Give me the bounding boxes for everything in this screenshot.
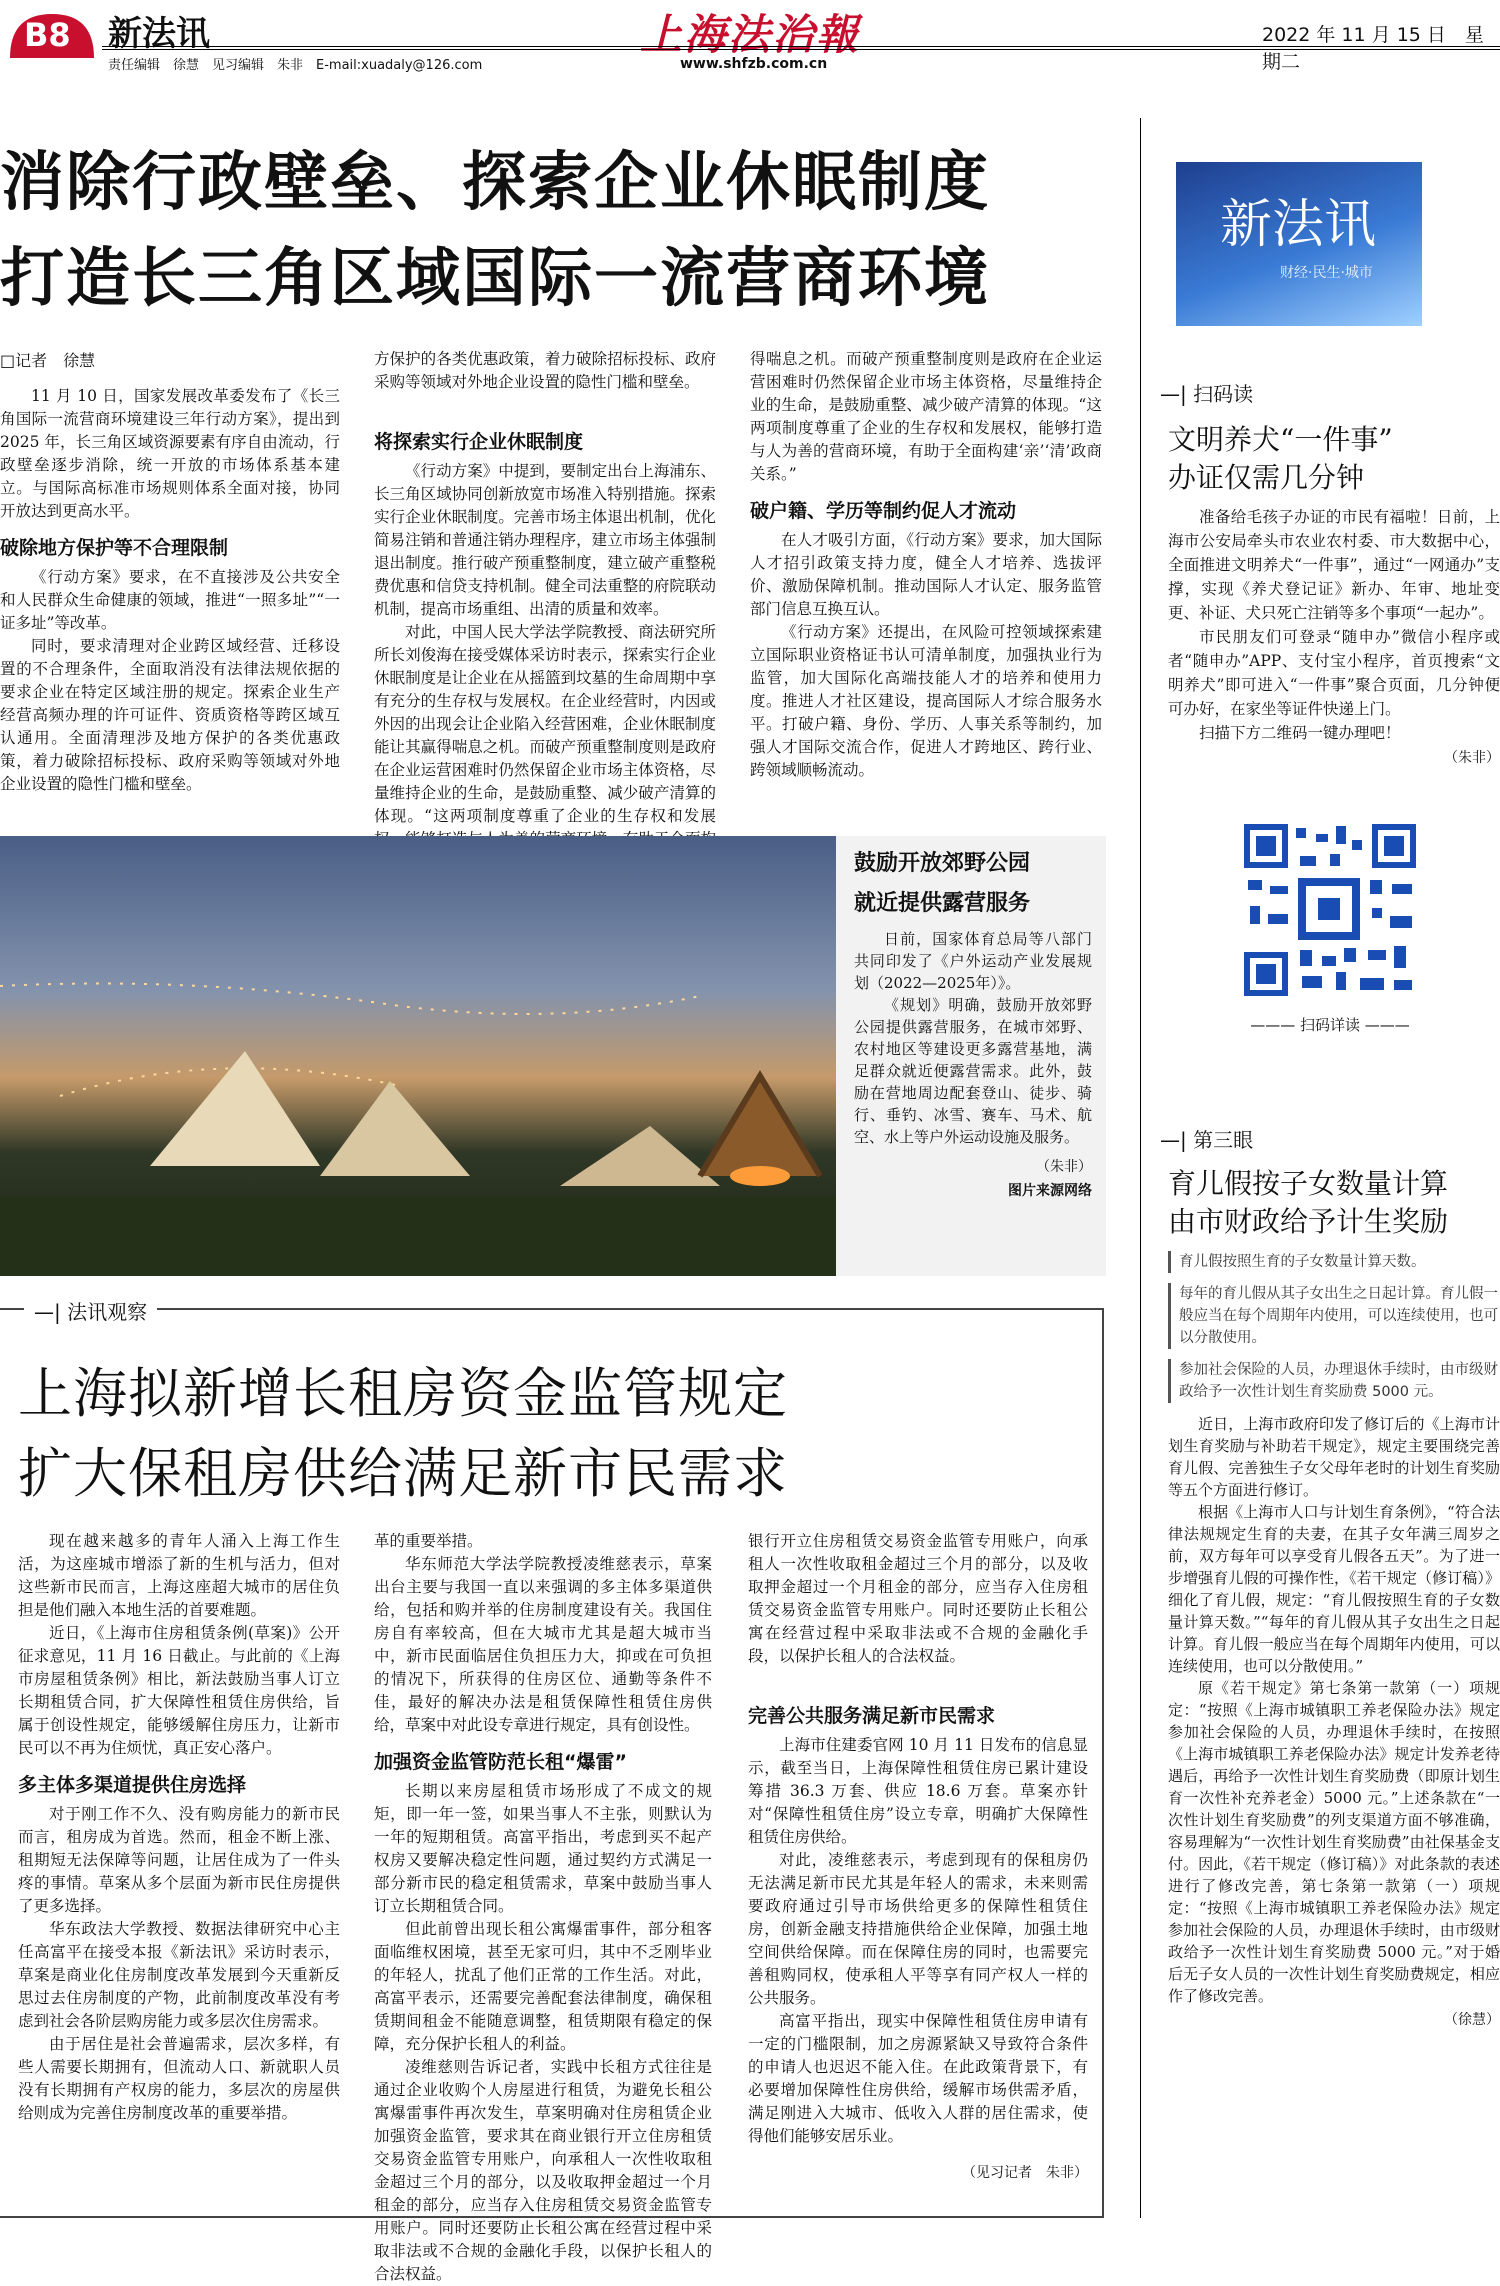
paragraph: 日前，国家体育总局等八部门共同印发了《户外运动产业发展规划（2022—2025年）》。 bbox=[854, 930, 1092, 992]
subheading: 加强资金监管防范长租“爆雷” bbox=[374, 1751, 627, 1773]
paragraph: 对此，中国人民大学法学院教授、商法研究所所长刘俊海在接受媒体采访时表示，探索实行企业休眠制度是让企业在从摇篮到坟墓的生命周期中享有充分的生存权与发展权。在企业经营时，内因或外因的出现会让企业陷入经营困难，企业休眠制度能让其赢得喘息之机。而破产预重整制度则是政府在企业运营困难时仍然保留企业市场主体资格，尽量维持企业的生命，是鼓励重整、减少破产清算的体现。“这两项制度尊重了企业的生存权和发展 bbox=[374, 623, 716, 825]
key-point-note: 育儿假按照生育的子女数量计算天数。 bbox=[1168, 1251, 1500, 1273]
article2-headline2: 扩大保租房供给满足新市民需求 bbox=[18, 1442, 788, 1505]
paragraph: 上海市住建委官网 10 月 11 日发布的信息显示，截至当日，上海保障性租赁住房已累计建设筹措 36.3 万套、供应 18.6 万套。草案亦针对“保障性租赁住房”设立专章，明确扩大保障性租赁住房供给。 bbox=[748, 1736, 1088, 1846]
paragraph: 方保护的各类优惠政策，着力破除招标投标、政府采购等领域对外地企业设置的隐性门槛和壁垒。 bbox=[374, 350, 716, 391]
section-tag-label: 法讯观察 bbox=[67, 1300, 148, 1324]
logo-subtitle: 财经·民生·城市 bbox=[1280, 265, 1373, 281]
article2-col3 bbox=[748, 1530, 1088, 2182]
paragraph: 根据《上海市人口与计划生育条例》，“符合法律法规规定生育的夫妻，在其子女年满三周岁之前，双方每年可以享受育儿假各五天”。为了进一步增强育儿假的可操作性，《若干规定（修订稿）》细化了育儿假，规定：“育儿假按照生育的子女数量计算天数。”“每年的育儿假从其子女出生之日起计算。育儿假一般应当在每个周期年内使用，可以连续使用，也可以分散使用。” bbox=[1168, 1503, 1500, 1675]
key-point-note: 每年的育儿假从其子女出生之日起计算。育儿假一般应当在每个周期年内使用，可以连续使用，也可以分散使用。 bbox=[1168, 1283, 1500, 1349]
paragraph: 但此前曾出现长租公寓爆雷事件，部分租客面临维权困境，甚至无家可归，其中不乏刚毕业的年轻人，扰乱了他们正常的工作生活。对此，高富平表示，还需要完善配套法律制度，确保租赁期间租金不能随意调整，租赁期限有稳定的保障，充分保护长租人的利益。 bbox=[374, 1920, 712, 2053]
qr-caption-label: 扫码详读 bbox=[1299, 1016, 1360, 1034]
paragraph: 近日，《上海市住房租赁条例(草案)》公开征求意见，11 月 16 日截止。与此前的《上海市房屋租赁条例》相比，新法鼓励当事人订立长期租赁合同，扩大保障性租赁住房供给，旨属于创设性规定，能够缓解住房压力，让新市民可以不再为住烦忧，真正安心落户。 bbox=[18, 1624, 340, 1757]
column-divider bbox=[1140, 118, 1141, 2218]
section-tag bbox=[1160, 1124, 1500, 1153]
article2-col1 bbox=[18, 1530, 340, 2125]
scan-title1: 文明养犬“一件事” bbox=[1168, 423, 1393, 456]
article2-author: （见习记者 朱非） bbox=[962, 2165, 1088, 2181]
subheading: 破除地方保护等不合理限制 bbox=[0, 537, 229, 559]
issue-date: 2022 年 11 月 15 日 星期二 bbox=[1262, 24, 1484, 73]
eye-title2: 由市财政给予计生奖励 bbox=[1168, 1205, 1449, 1238]
eye-title1: 育儿假按子女数量计算 bbox=[1168, 1167, 1449, 1200]
paragraph: 对此，凌维慈表示，考虑到现有的保租房仍无法满足新市民尤其是年轻人的需求，未来则需要政府通过引导市场供给更多的保障性租赁住房，创新金融支持措施供给企业保障，加强土地空间供给保障。而在保障住房的同时，也需要完善租购同权，使承租人平等享有同产权人一样的公共服务。 bbox=[748, 1851, 1088, 2007]
key-point-note: 参加社会保险的人员，办理退休手续时，由市级财政给予一次性计划生育奖励费 5000 元。 bbox=[1168, 1359, 1500, 1403]
article1-col2 bbox=[374, 348, 716, 828]
paragraph: 扫描下方二维码一键办理吧！ bbox=[1199, 724, 1401, 742]
qr-caption bbox=[1230, 1014, 1430, 1035]
site-url: www.shfzb.com.cn bbox=[680, 56, 828, 72]
paragraph: 准备给毛孩子办证的市民有福啦！日前，上海市公安局牵头市农业农村委、市大数据中心，全面推进文明养犬“一件事”，通过“一网通办”支撑，实现《养犬登记证》新办、年审、地址变更、补证、犬只死亡注销等多个事项“一起办”。 bbox=[1168, 508, 1500, 622]
scan-title2: 办证仅需几分钟 bbox=[1168, 461, 1365, 494]
editors-line: 责任编辑 徐慧 见习编辑 朱非 E-mail:xuadaly@126.com bbox=[108, 58, 483, 73]
section-tag bbox=[24, 1296, 157, 1325]
paragraph: 《行动方案》还提出，在风险可控领域探索建立国际职业资格证书认可清单制度，加强执业行为监管，加大国际化高端技能人才的培养和使用力度。推进人才社区建设，提高国际人才综合服务水平。打破户籍、身份、学历、人事关系等制约，加强人才国际交流合作，促进人才跨地区、跨行业、跨领域顺畅流动。 bbox=[750, 623, 1102, 779]
paragraph: 由于居住是社会普遍需求，层次多样，有些人需要长期拥有，但流动人口、新就职人员没有长期拥有产权房的能力，多层次的房屋供给则成为完善住房制度改革的重要举措。 bbox=[18, 2035, 340, 2122]
paragraph: 高富平指出，现实中保障性租赁住房申请有一定的门槛限制，加之房源紧缺又导致符合条件的申请人也迟迟不能入住。在此政策背景下，有必要增加保障性住房供给，缓解市场供需矛盾，满足刚进入大城市、低收入人群的居住需求，使得他们能够安居乐业。 bbox=[748, 2012, 1088, 2145]
page-number-badge bbox=[6, 8, 98, 60]
photo-illustration bbox=[0, 836, 836, 1276]
headline-line1: 消除行政壁垒、探索企业休眠制度 bbox=[0, 145, 990, 220]
paragraph: 对于刚工作不久、没有购房能力的新市民而言，租房成为首选。然而，租金不断上涨、租期短无法保障等问题，让居住成为了一件头疼的事情。草案从多个层面为新市民住房提供了更多选择。 bbox=[18, 1805, 340, 1915]
paragraph: 近日，上海市政府印发了修订后的《上海市计划生育奖励与补助若干规定》，规定主要围绕完善育儿假、完善独生子女父母年老时的计划生育奖励等五个方面进行修订。 bbox=[1168, 1415, 1500, 1499]
subheading: 多主体多渠道提供住房选择 bbox=[18, 1774, 247, 1796]
header-rule bbox=[102, 46, 1500, 50]
sidebar-logo bbox=[1176, 162, 1422, 326]
photo-credit: 图片来源网络 bbox=[1008, 1183, 1092, 1199]
subheading: 破户籍、学历等制约促人才流动 bbox=[750, 500, 1017, 522]
byline: □记者 徐慧 bbox=[0, 351, 96, 370]
masthead-logo: 上海法治報 bbox=[640, 10, 861, 59]
paragraph: 凌维慈则告诉记者，实践中长租方式往往是通过企业收购个人房屋进行租赁，为避免长租公寓爆雷事件再次发生，草案明确对住房租赁企业加强资金监管，要求其在商业银行开立住房租赁交易资金监管专用账户，向承租人一次性收取租金超过三个月的部分，以及收取押金超过一个月租金的部分，应当存入住房租赁交易资金监管专用账户。同时还要防止长租公寓在经营过程中采取非法或不合规的金融化手段，以保护长租人的合法权益。 bbox=[374, 2058, 712, 2283]
scan-tag-label: 扫码读 bbox=[1193, 382, 1254, 406]
scan-author: （朱非） bbox=[1444, 750, 1500, 766]
paragraph: 华东师范大学法学院教授凌维慈表示，草案出台主要与我国一直以来强调的多主体多渠道供给，包括和购并举的住房制度建设有关。我国住房自有率较高，但在大城市尤其是超大城市当中，新市民面临居住负担压力大，抑或在可负担的情况下，所获得的住房区位、通勤等条件不佳，最好的解决办法是租赁保障性租赁住房供给，草案中对此设专章进行规定，具有创设性。 bbox=[374, 1555, 712, 1734]
article1-col3 bbox=[750, 348, 1102, 782]
paragraph: 银行开立住房租赁交易资金监管专用账户，向承租人一次性收取租金超过三个月的部分，以及收取押金超过一个月租金的部分，应当存入住房租赁交易资金监管专用账户。同时还要防止长租公寓在经营过程中采取非法或不合规的金融化手段，以保护长租人的合法权益。 bbox=[748, 1532, 1088, 1665]
qr-code[interactable] bbox=[1240, 820, 1420, 1000]
tag-marker: —| bbox=[1160, 1128, 1187, 1152]
headline-line2: 打造长三角区域国际一流营商环境 bbox=[0, 241, 990, 316]
section-name: 新法讯 bbox=[108, 14, 210, 54]
paragraph: 得喘息之机。而破产预重整制度则是政府在企业运营困难时仍然保留企业市场主体资格，尽量维持企业的生命，是鼓励重整、减少破产清算的体现。“这两项制度尊重了企业的生存权和发展权，能够打造与人为善的营商环境，有助于全面构建‘亲’‘清’政商关系。” bbox=[750, 350, 1102, 483]
article2-headline1: 上海拟新增长租房资金监管规定 bbox=[18, 1362, 788, 1425]
divider: ——— bbox=[1250, 1016, 1296, 1034]
photo-story-title2: 就近提供露营服务 bbox=[854, 891, 1031, 916]
article2-col2 bbox=[374, 1530, 712, 2283]
photo-story-title1: 鼓励开放郊野公园 bbox=[854, 851, 1031, 876]
paragraph: 在人才吸引方面，《行动方案》要求，加大国际人才招引政策支持力度，健全人才培养、选拔评价、激励保障机制。推动国际人才认定、服务监管部门信息互换互认。 bbox=[750, 531, 1102, 618]
section-tag bbox=[1160, 378, 1500, 407]
paragraph: 11 月 10 日，国家发展改革委发布了《长三角国际一流营商环境建设三年行动方案》，提出到 2025 年，长三角区域资源要素有序自由流动，行政壁垒逐步消除，统一开放的市场体系基本建立。与国际高标准市场规则体系全面对接，协同开放达到更高水平。 bbox=[0, 387, 340, 520]
paragraph: 《行动方案》要求，在不直接涉及公共安全和人民群众生命健康的领域，推进“一照多址”“一证多址”等改革。 bbox=[0, 568, 340, 632]
divider: ——— bbox=[1364, 1016, 1410, 1034]
paragraph: 现在越来越多的青年人涌入上海工作生活，为这座城市增添了新的生机与活力，但对这些新市民而言，上海这座超大城市的居住负担是他们融入本地生活的首要难题。 bbox=[18, 1532, 340, 1619]
paragraph: 市民朋友们可登录“随申办”微信小程序或者“随申办”APP、支付宝小程序，首页搜索“文明养犬”即可进入“一件事”聚合页面，几分钟便可办好，在家坐等证件快递上门。 bbox=[1168, 628, 1500, 718]
qr-code-icon bbox=[1240, 820, 1420, 1000]
page-number: B8 bbox=[24, 16, 71, 54]
paragraph: 长期以来房屋租赁市场形成了不成文的规矩，即一年一签，如果当事人不主张，则默认为一年的短期租赁。高富平指出，考虑到买不起产权房又要解决稳定性问题，通过契约方式满足一部分新市民的稳定租赁需求，草案中鼓励当事人订立长期租赁合同。 bbox=[374, 1782, 712, 1915]
tag-marker: —| bbox=[1160, 382, 1187, 406]
subheading: 完善公共服务满足新市民需求 bbox=[748, 1705, 996, 1727]
page-header bbox=[0, 0, 1500, 72]
photo-story-author: （朱非） bbox=[1036, 1159, 1092, 1175]
paragraph: 《规划》明确，鼓励开放郊野公园提供露营服务，在城市郊野、农村地区等建设更多露营基地，满足群众就近便露营需求。此外，鼓励在营地周边配套登山、徒步、骑行、垂钓、冰雪、赛车、马术、航空、水上等户外运动设施及服务。 bbox=[854, 996, 1092, 1146]
third-eye-section bbox=[1160, 1124, 1500, 2029]
logo-title: 新法讯 bbox=[1220, 195, 1377, 255]
paragraph: 《行动方案》中提到，要制定出台上海浦东、长三角区域协同创新放宽市场准入特别措施。探索实行企业休眠制度。完善市场主体退出机制，优化简易注销和普通注销办理程序，建立市场主体强制退出制度。推行破产预重整制度，建立破产重整税费优惠和信贷支持机制。健全司法重整的府院联动机制，提高市场重组、出清的质量和效率。 bbox=[374, 462, 716, 618]
eye-author: （徐慧） bbox=[1444, 2012, 1500, 2028]
paragraph: 原《若干规定》第七条第一款第（一）项规定：“按照《上海市城镇职工养老保险办法》规定参加社会保险的人员，办理退休手续时，在按照《上海市城镇职工养老保险办法》规定计发养老待遇后，再给予一次性计划生育奖励费（即原计划生育一次性补充养老金）5000 元。”上述条款在“一次性计划生育奖励费”的列支渠道方面不够准确，容易理解为“一次性计划生育奖励费”由社保基金支付。因此，《若干规定（修订稿）》对此条款的表述进行了修改完善，第七条第一款第（一）项规定：“按照《上海市城镇职工养老保险办法》规定参加社会保险的人员，办理退休手续时，由市级财政给予一次性计划生育奖励费 5000 元。”对于婚后无子女人员的一次性计划生育奖励费规定，相应作了修改完善。 bbox=[1168, 1679, 1500, 2005]
paragraph: 同时，要求清理对企业跨区域经营、迁移设置的不合理条件，全面取消没有法律法规依据的要求企业在特定区域注册的规定。探索企业生产经营高频办理的许可证件、资质资格等跨区域互认通用。全面清理涉及地方保护的各类优惠政策，着力破除招标投标、政府采购等领域对外地企业设置的隐性门槛和壁垒。 bbox=[0, 637, 340, 793]
subheading: 将探索实行企业休眠制度 bbox=[374, 431, 584, 453]
article2-box bbox=[0, 1300, 1104, 2283]
tag-marker: —| bbox=[34, 1300, 61, 1324]
camping-photo bbox=[0, 836, 836, 1276]
scan-read-section bbox=[1160, 378, 1500, 767]
paragraph: 华东政法大学教授、数据法律研究中心主任高富平在接受本报《新法讯》采访时表示，草案是商业化住房制度改革发展到今天重新反思过去住房制度的产物，此前制度改革没有考虑到社会各阶层购房能力或多层次住房需求。 bbox=[18, 1920, 340, 2030]
eye-tag-label: 第三眼 bbox=[1193, 1128, 1254, 1152]
paragraph: 革的重要举措。 bbox=[374, 1532, 483, 1550]
article1-col1 bbox=[0, 348, 340, 793]
photo-story-box bbox=[836, 836, 1106, 1276]
